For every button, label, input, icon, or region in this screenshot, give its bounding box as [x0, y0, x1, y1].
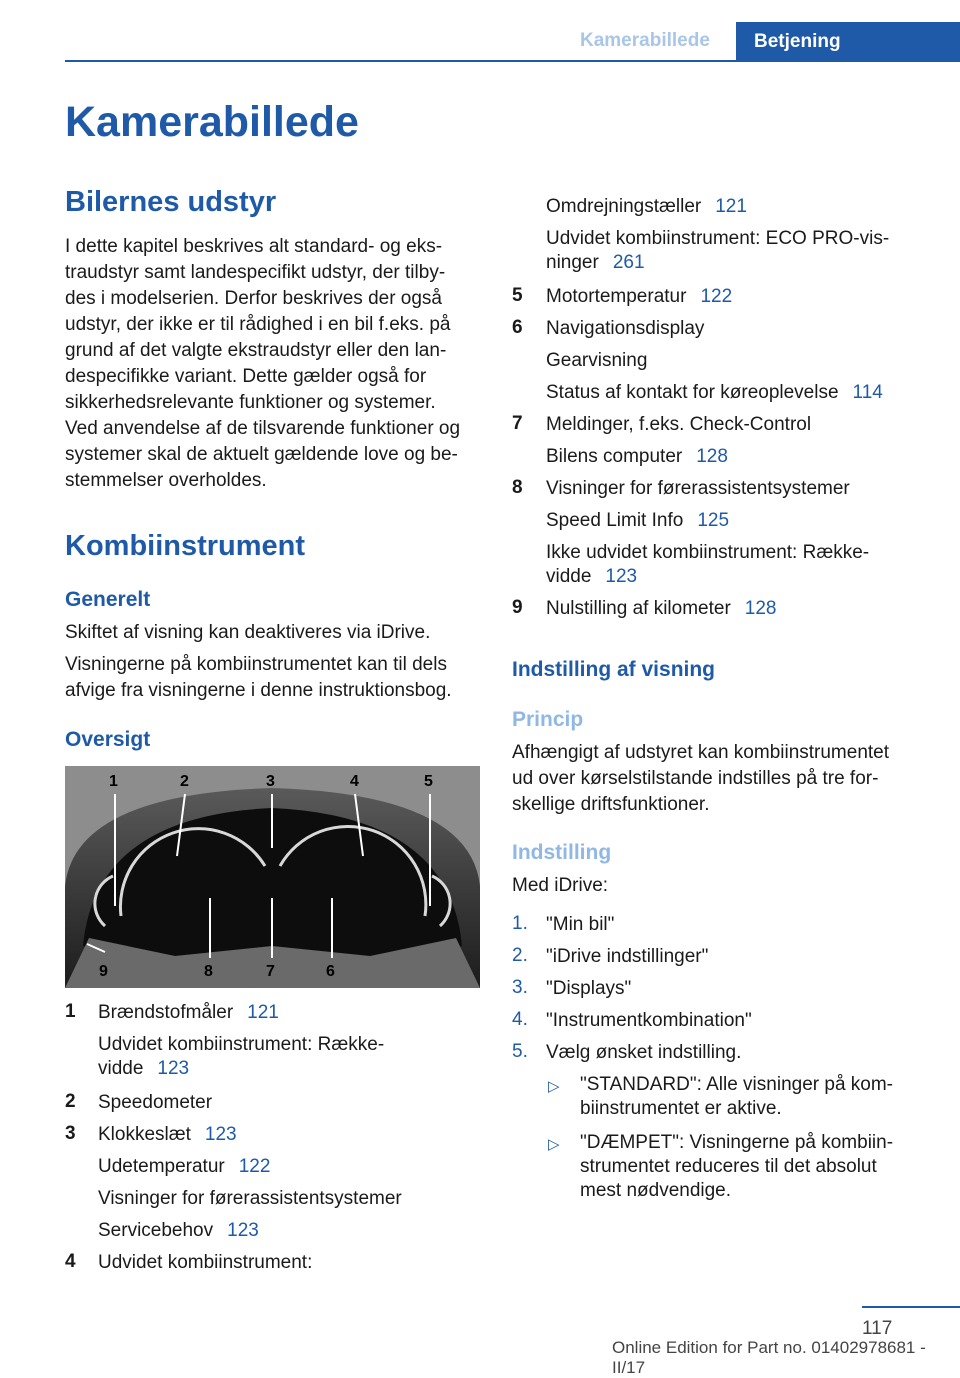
page-reference[interactable]: 261: [612, 252, 645, 273]
princip-paragraph: [512, 740, 889, 818]
bullet-line: "STANDARD": Alle visninger på kom-: [580, 1074, 894, 1095]
heading-bilernes-udstyr: Bilernes udstyr: [65, 186, 277, 218]
heading-indstilling-af-visning: Indstilling af visning: [512, 658, 716, 681]
legend-text: Omdrejningstæller: [546, 196, 702, 217]
step-number: 1.: [512, 913, 528, 934]
intro-line: sikkerhedsrelevante funktioner og systemer.: [65, 392, 436, 413]
page-number: 117: [862, 1318, 893, 1339]
paragraph-line: Afhængigt af udstyret kan kombiinstrumentet: [512, 742, 890, 763]
bullet-text: [580, 1131, 893, 1203]
page-reference[interactable]: 121: [715, 196, 747, 217]
legend-number: 6: [512, 317, 523, 338]
bullet-line: biinstrumentet er aktive.: [580, 1098, 782, 1119]
callout-label: 8: [204, 963, 213, 980]
legend-item: [546, 445, 728, 469]
step-number: 5.: [512, 1041, 528, 1062]
page-reference[interactable]: 123: [227, 1220, 259, 1241]
callout-label: 5: [424, 773, 433, 790]
callout-label: 4: [350, 773, 359, 790]
step-text: "Instrumentkombination": [546, 1010, 752, 1031]
page-reference[interactable]: 122: [700, 286, 733, 307]
bullet-line: strumentet reduceres til det absolut: [580, 1156, 877, 1177]
page-title: Kamerabillede: [65, 98, 359, 146]
step-number: 2.: [512, 945, 528, 966]
page-reference[interactable]: 122: [238, 1156, 271, 1177]
page-reference[interactable]: 128: [696, 446, 728, 467]
step-text: "Min bil": [546, 914, 615, 935]
legend-text: vidde: [98, 1058, 144, 1079]
legend-item: [98, 1123, 237, 1147]
intro-line: traudstyr samt landespecifikt udstyr, der tilby-: [65, 262, 446, 283]
bullet-triangle-icon: ▷: [548, 1078, 560, 1095]
instrument-cluster-illustration: [65, 766, 480, 988]
callout-label: 1: [109, 773, 118, 790]
page-reference[interactable]: 123: [204, 1124, 237, 1145]
legend-item: [546, 509, 729, 533]
paragraph-line: Visningerne på kombiinstrumentet kan til dels: [65, 654, 447, 675]
paragraph-line: ud over kørselstilstande indstilles på tre for-: [512, 768, 879, 789]
legend-text: vidde: [546, 566, 592, 587]
intro-line: des i modelserien. Derfor beskrives der også: [65, 288, 443, 309]
legend-text: Status af kontakt for køreoplevelse: [546, 382, 839, 403]
callout-label: 2: [180, 773, 189, 790]
legend-item: [98, 1057, 189, 1081]
legend-item: Meldinger, f.eks. Check-Control: [546, 414, 812, 435]
legend-number: 2: [65, 1091, 76, 1112]
generelt-paragraph-1: Skiftet af visning kan deaktiveres via iDrive.: [65, 622, 431, 643]
callout-label: 9: [99, 963, 108, 980]
subheading-oversigt: Oversigt: [65, 728, 151, 751]
header-chapter-tab: Betjening: [736, 22, 960, 62]
legend-item: Visninger for førerassistentsystemer: [98, 1188, 402, 1209]
legend-text: Nulstilling af kilometer: [546, 598, 731, 619]
bullet-line: "DÆMPET": Visningerne på kombiin-: [580, 1132, 894, 1153]
header-section: Kamerabillede: [580, 30, 710, 51]
intro-line: stemmelser overholdes.: [65, 470, 267, 491]
legend-item: [98, 1219, 259, 1243]
intro-paragraph: [65, 234, 460, 494]
legend-item: Udvidet kombiinstrument: ECO PRO-vis-: [546, 228, 890, 249]
footer-rule: [862, 1306, 960, 1308]
legend-item: [98, 1001, 279, 1025]
intro-line: grund af det valgte ekstraudstyr eller den lan-: [65, 340, 447, 361]
instrument-cluster-figure: [65, 766, 480, 988]
page-reference[interactable]: 123: [157, 1058, 190, 1079]
intro-line: despecifikke variant. Dette gælder også for: [65, 366, 427, 387]
generelt-paragraph-2: [65, 652, 452, 704]
legend-text: ninger: [546, 252, 599, 273]
intro-line: systemer skal de aktuelt gældende love og be-: [65, 444, 458, 465]
legend-text: Speed Limit Info: [546, 510, 684, 531]
legend-item: [546, 381, 883, 405]
legend-item: [546, 195, 747, 219]
legend-item: [546, 251, 645, 275]
subheading-princip: Princip: [512, 708, 584, 731]
intro-line: Ved anvendelse af de tilsvarende funktioner og: [65, 418, 461, 439]
intro-line: udstyr, der ikke er til rådighed i en bil f.eks. på: [65, 314, 451, 335]
step-number: 3.: [512, 977, 528, 998]
subheading-indstilling: Indstilling: [512, 841, 612, 864]
intro-line: I dette kapitel beskrives alt standard- og eks-: [65, 236, 443, 257]
legend-number: 1: [65, 1001, 76, 1022]
legend-item: Speedometer: [98, 1092, 213, 1113]
edition-text: Online Edition for Part no. 01402978681 - II/17: [612, 1338, 926, 1377]
step-text: "iDrive indstillinger": [546, 946, 709, 967]
legend-number: 4: [65, 1251, 76, 1272]
bullet-triangle-icon: ▷: [548, 1136, 560, 1153]
step-number: 4.: [512, 1009, 528, 1030]
legend-item: [546, 285, 732, 309]
med-idrive-text: Med iDrive:: [512, 875, 609, 896]
legend-item: [546, 597, 777, 621]
bullet-text: [580, 1073, 893, 1121]
legend-text: Bilens computer: [546, 446, 683, 467]
legend-text: Motortemperatur: [546, 286, 687, 307]
page-reference[interactable]: 125: [697, 510, 730, 531]
legend-item: [546, 565, 637, 589]
legend-text: Udetemperatur: [98, 1156, 225, 1177]
header-rule: [65, 60, 960, 62]
legend-number: 3: [65, 1123, 76, 1144]
heading-kombiinstrument: Kombiinstrument: [65, 530, 306, 562]
legend-item: Navigationsdisplay: [546, 318, 705, 339]
legend-number: 8: [512, 477, 523, 498]
callout-label: 7: [266, 963, 275, 980]
legend-item: Ikke udvidet kombiinstrument: Række-: [546, 542, 870, 563]
legend-number: 9: [512, 597, 523, 618]
legend-number: 5: [512, 285, 523, 306]
paragraph-line: afvige fra visningerne i denne instruktionsbog.: [65, 680, 452, 701]
page-header: [0, 0, 960, 62]
legend-item: Udvidet kombiinstrument: Række-: [98, 1034, 385, 1055]
page-reference[interactable]: 114: [852, 382, 883, 403]
step-text: Vælg ønsket indstilling.: [546, 1042, 742, 1063]
legend-item: Udvidet kombiinstrument:: [98, 1252, 313, 1273]
legend-item: Gearvisning: [546, 350, 648, 371]
legend-text: Servicebehov: [98, 1220, 214, 1241]
step-text: "Displays": [546, 978, 632, 999]
subheading-generelt: Generelt: [65, 588, 151, 611]
callout-label: 6: [326, 963, 335, 980]
legend-item: [98, 1155, 270, 1179]
legend-number: 7: [512, 413, 523, 434]
page-reference[interactable]: 128: [744, 598, 777, 619]
paragraph-line: skellige driftsfunktioner.: [512, 794, 710, 815]
callout-label: 3: [266, 773, 275, 790]
legend-item: Visninger for førerassistentsystemer: [546, 478, 850, 499]
bullet-line: mest nødvendige.: [580, 1180, 732, 1201]
legend-text: Klokkeslæt: [98, 1124, 191, 1145]
legend-text: Brændstofmåler: [98, 1002, 234, 1023]
page-reference[interactable]: 121: [247, 1002, 279, 1023]
page-reference[interactable]: 123: [605, 566, 638, 587]
